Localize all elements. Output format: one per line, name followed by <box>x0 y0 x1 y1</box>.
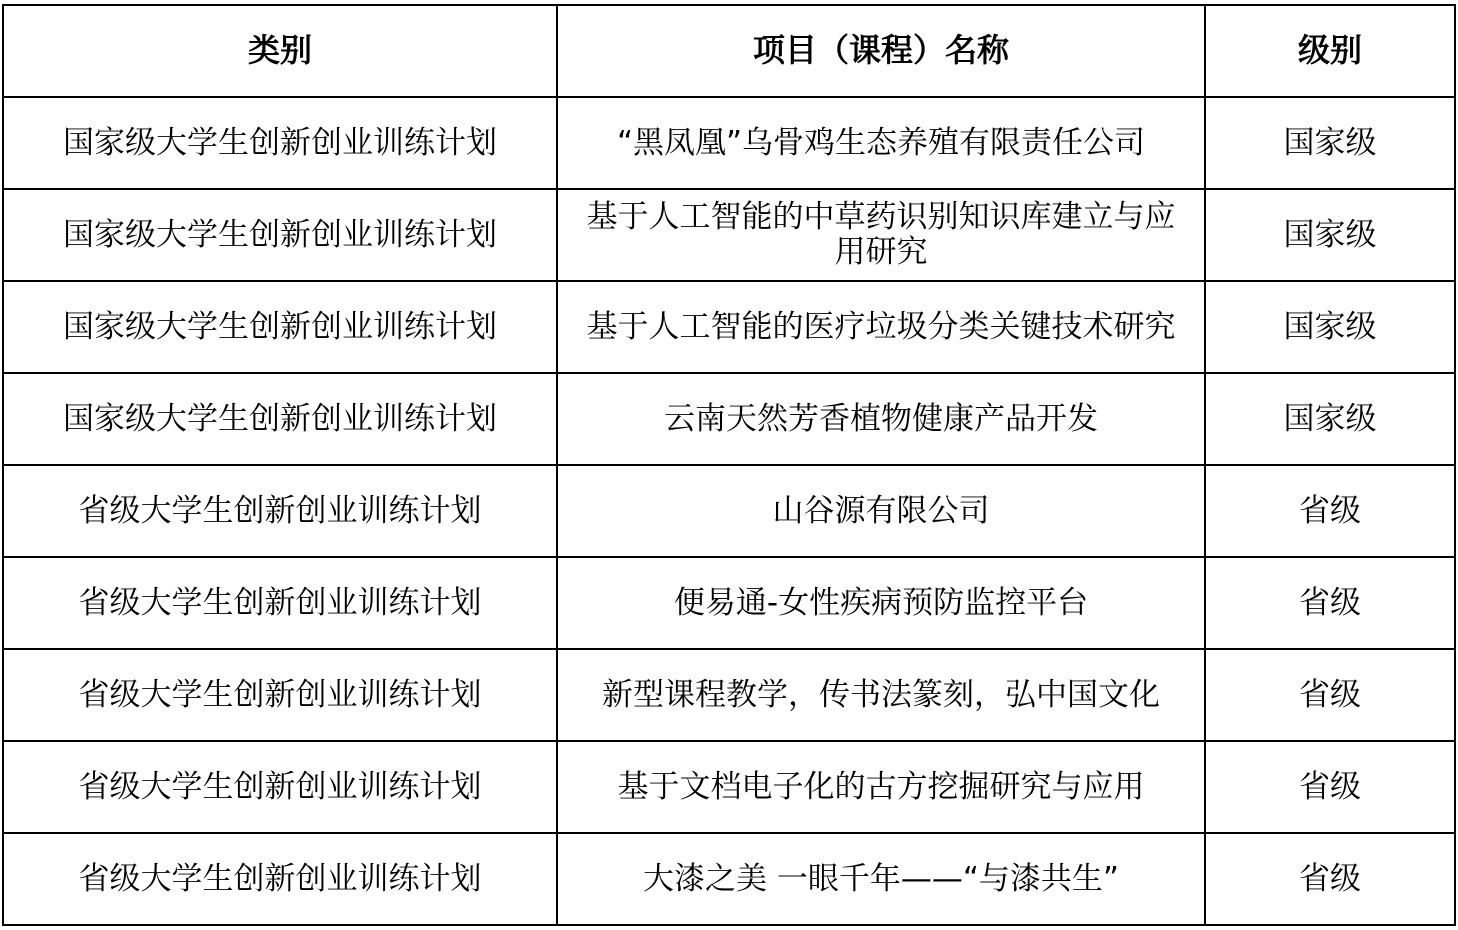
project-table <box>2 4 1456 926</box>
cell-category: 国家级大学生创新创业训练计划 <box>3 189 557 281</box>
cell-level: 省级 <box>1205 833 1455 925</box>
table-row <box>3 465 1455 557</box>
cell-level: 省级 <box>1205 741 1455 833</box>
header-row <box>3 5 1455 97</box>
cell-category: 省级大学生创新创业训练计划 <box>3 557 557 649</box>
header-project-name: 项目（课程）名称 <box>557 5 1205 97</box>
cell-level: 省级 <box>1205 649 1455 741</box>
cell-level: 国家级 <box>1205 189 1455 281</box>
cell-category: 省级大学生创新创业训练计划 <box>3 833 557 925</box>
table-body <box>3 97 1455 925</box>
cell-project-name: 基于文档电子化的古方挖掘研究与应用 <box>557 741 1205 833</box>
cell-project-name: 新型课程教学，传书法篆刻，弘中国文化 <box>557 649 1205 741</box>
cell-level: 省级 <box>1205 557 1455 649</box>
cell-level: 省级 <box>1205 465 1455 557</box>
cell-project-name: 云南天然芳香植物健康产品开发 <box>557 373 1205 465</box>
cell-project-name: 便易通-女性疾病预防监控平台 <box>557 557 1205 649</box>
table-row <box>3 649 1455 741</box>
cell-level: 国家级 <box>1205 281 1455 373</box>
cell-level: 国家级 <box>1205 373 1455 465</box>
cell-category: 省级大学生创新创业训练计划 <box>3 741 557 833</box>
table-row <box>3 373 1455 465</box>
cell-level: 国家级 <box>1205 97 1455 189</box>
table-row <box>3 833 1455 925</box>
cell-category: 国家级大学生创新创业训练计划 <box>3 97 557 189</box>
cell-project-name: “黑凤凰”乌骨鸡生态养殖有限责任公司 <box>557 97 1205 189</box>
table-row <box>3 189 1455 281</box>
header-category: 类别 <box>3 5 557 97</box>
cell-category: 省级大学生创新创业训练计划 <box>3 465 557 557</box>
table-row <box>3 741 1455 833</box>
table-row <box>3 97 1455 189</box>
header-level: 级别 <box>1205 5 1455 97</box>
cell-category: 国家级大学生创新创业训练计划 <box>3 373 557 465</box>
cell-project-name: 山谷源有限公司 <box>557 465 1205 557</box>
cell-project-name: 基于人工智能的中草药识别知识库建立与应用研究 <box>557 189 1205 281</box>
cell-category: 国家级大学生创新创业训练计划 <box>3 281 557 373</box>
table-header <box>3 5 1455 97</box>
table-row <box>3 281 1455 373</box>
cell-project-name: 基于人工智能的医疗垃圾分类关键技术研究 <box>557 281 1205 373</box>
table-row <box>3 557 1455 649</box>
cell-category: 省级大学生创新创业训练计划 <box>3 649 557 741</box>
cell-project-name: 大漆之美 一眼千年——“与漆共生” <box>557 833 1205 925</box>
